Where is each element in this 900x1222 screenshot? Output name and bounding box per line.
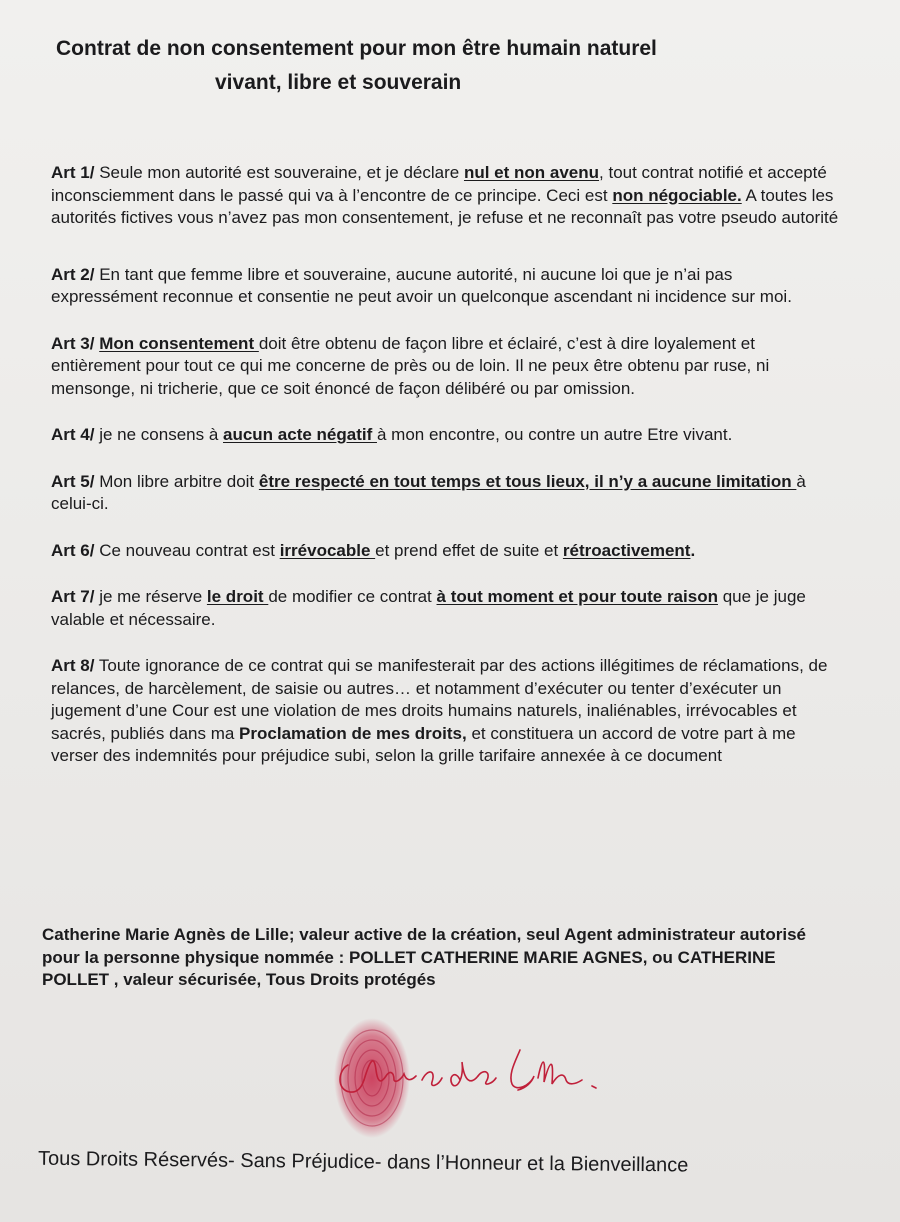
article-text: à mon encontre, ou contre un autre Etre vivant. bbox=[376, 425, 733, 444]
underlined-text: être respecté en tout temps et tous lieux, il n’y a aucune limitation bbox=[258, 471, 797, 491]
underlined-text: Mon consentement bbox=[99, 333, 259, 353]
article-7 bbox=[51, 586, 841, 631]
article-text: Seule mon autorité est souveraine, et je déclare bbox=[94, 163, 464, 182]
article-number: Art 5/ bbox=[51, 471, 95, 491]
article-text: à celui-ci. bbox=[51, 471, 806, 513]
article-number: Art 2/ bbox=[51, 264, 95, 284]
underlined-text: à tout moment et pour toute raison bbox=[436, 587, 718, 606]
article-6 bbox=[51, 540, 841, 563]
article-text: A toutes les autorités fictives vous n’avez pas mon consentement, je refuse et ne reconnaît pas votre pseudo autorité bbox=[51, 185, 839, 227]
article-text: je ne consens à bbox=[94, 425, 223, 444]
article-3 bbox=[51, 333, 841, 401]
bold-text: Proclamation de mes droits, bbox=[239, 723, 467, 743]
article-4 bbox=[51, 424, 841, 447]
article-number: Art 7/ bbox=[51, 587, 95, 606]
article-number: Art 6/ bbox=[51, 540, 95, 560]
signature-graphic bbox=[320, 1010, 620, 1150]
signatory-statement: Catherine Marie Agnès de Lille; valeur active de la création, seul Agent administrateur autorisé pour la personne physique nommée : POLLET CATHERINE MARIE AGNES, ou CATHERINE POLLET , valeur sécurisée, Tous Droits protégés bbox=[42, 925, 806, 989]
article-number: Art 3/ bbox=[51, 333, 95, 353]
underlined-text: non négociable. bbox=[612, 185, 742, 205]
article-text: Mon libre arbitre doit bbox=[94, 471, 259, 491]
title-line-1: Contrat de non consentement pour mon être humain naturel bbox=[56, 37, 657, 60]
footer-text: Tous Droits Réservés- Sans Préjudice- dans l’Honneur et la Bienveillance bbox=[37, 1147, 689, 1177]
article-text: doit être obtenu de façon libre et éclairé, c’est à dire loyalement et entièrement pour tout ce qui me concerne de près ou de loin. Il ne peux être obtenu par ruse, ni mensonge, ni tricherie, que ce soit énoncé de façon délibéré ou par omission. bbox=[51, 333, 770, 398]
article-8 bbox=[51, 655, 841, 768]
article-text: Ce nouveau contrat est bbox=[94, 540, 280, 560]
article-text: que je juge valable et nécessaire. bbox=[51, 587, 806, 629]
underlined-text: rétroactivement bbox=[562, 540, 691, 560]
article-text: . bbox=[690, 540, 696, 560]
thumbprint bbox=[334, 1018, 410, 1138]
underlined-text: irrévocable bbox=[279, 540, 376, 560]
document-title bbox=[0, 32, 900, 100]
article-text: , tout contrat notifié et accepté inconsciemment dans le passé qui va à l’encontre de ce principe. Ceci est bbox=[51, 163, 827, 205]
article-2 bbox=[51, 264, 841, 309]
article-5 bbox=[51, 471, 841, 516]
article-1 bbox=[51, 162, 841, 230]
article-number: Art 1/ bbox=[51, 163, 95, 182]
article-number: Art 8/ bbox=[51, 656, 95, 675]
article-text: je me réserve bbox=[94, 587, 207, 606]
signature-block bbox=[320, 1010, 620, 1150]
underlined-text: nul et non avenu bbox=[463, 163, 600, 182]
underlined-text: le droit bbox=[206, 587, 269, 606]
articles-list bbox=[51, 162, 841, 792]
article-text: Toute ignorance de ce contrat qui se manifesterait par des actions illégitimes de réclamations, de relances, de harcèlement, de saisie ou autres… et notamment d’exécuter ou tenter d’exécuter un jugement d’une Cour est une violation de mes droits humains naturels, inaliénables, irrévocables et sacrés, publiés dans ma bbox=[51, 656, 828, 743]
article-number: Art 4/ bbox=[51, 425, 95, 444]
title-line-2: vivant, libre et souverain bbox=[215, 71, 462, 94]
underlined-text: aucun acte négatif bbox=[223, 425, 377, 444]
article-text: et constituera un accord de votre part à me verser des indemnités pour préjudice subi, selon la grille tarifaire annexée à ce document bbox=[51, 723, 796, 765]
article-text: de modifier ce contrat bbox=[268, 587, 437, 606]
article-text: En tant que femme libre et souveraine, aucune autorité, ni aucune loi que je n’ai pas expressément reconnue et consentie ne peut avoir un quelconque ascendant ni incidence sur moi. bbox=[51, 264, 792, 306]
article-text: et prend effet de suite et bbox=[375, 540, 563, 560]
